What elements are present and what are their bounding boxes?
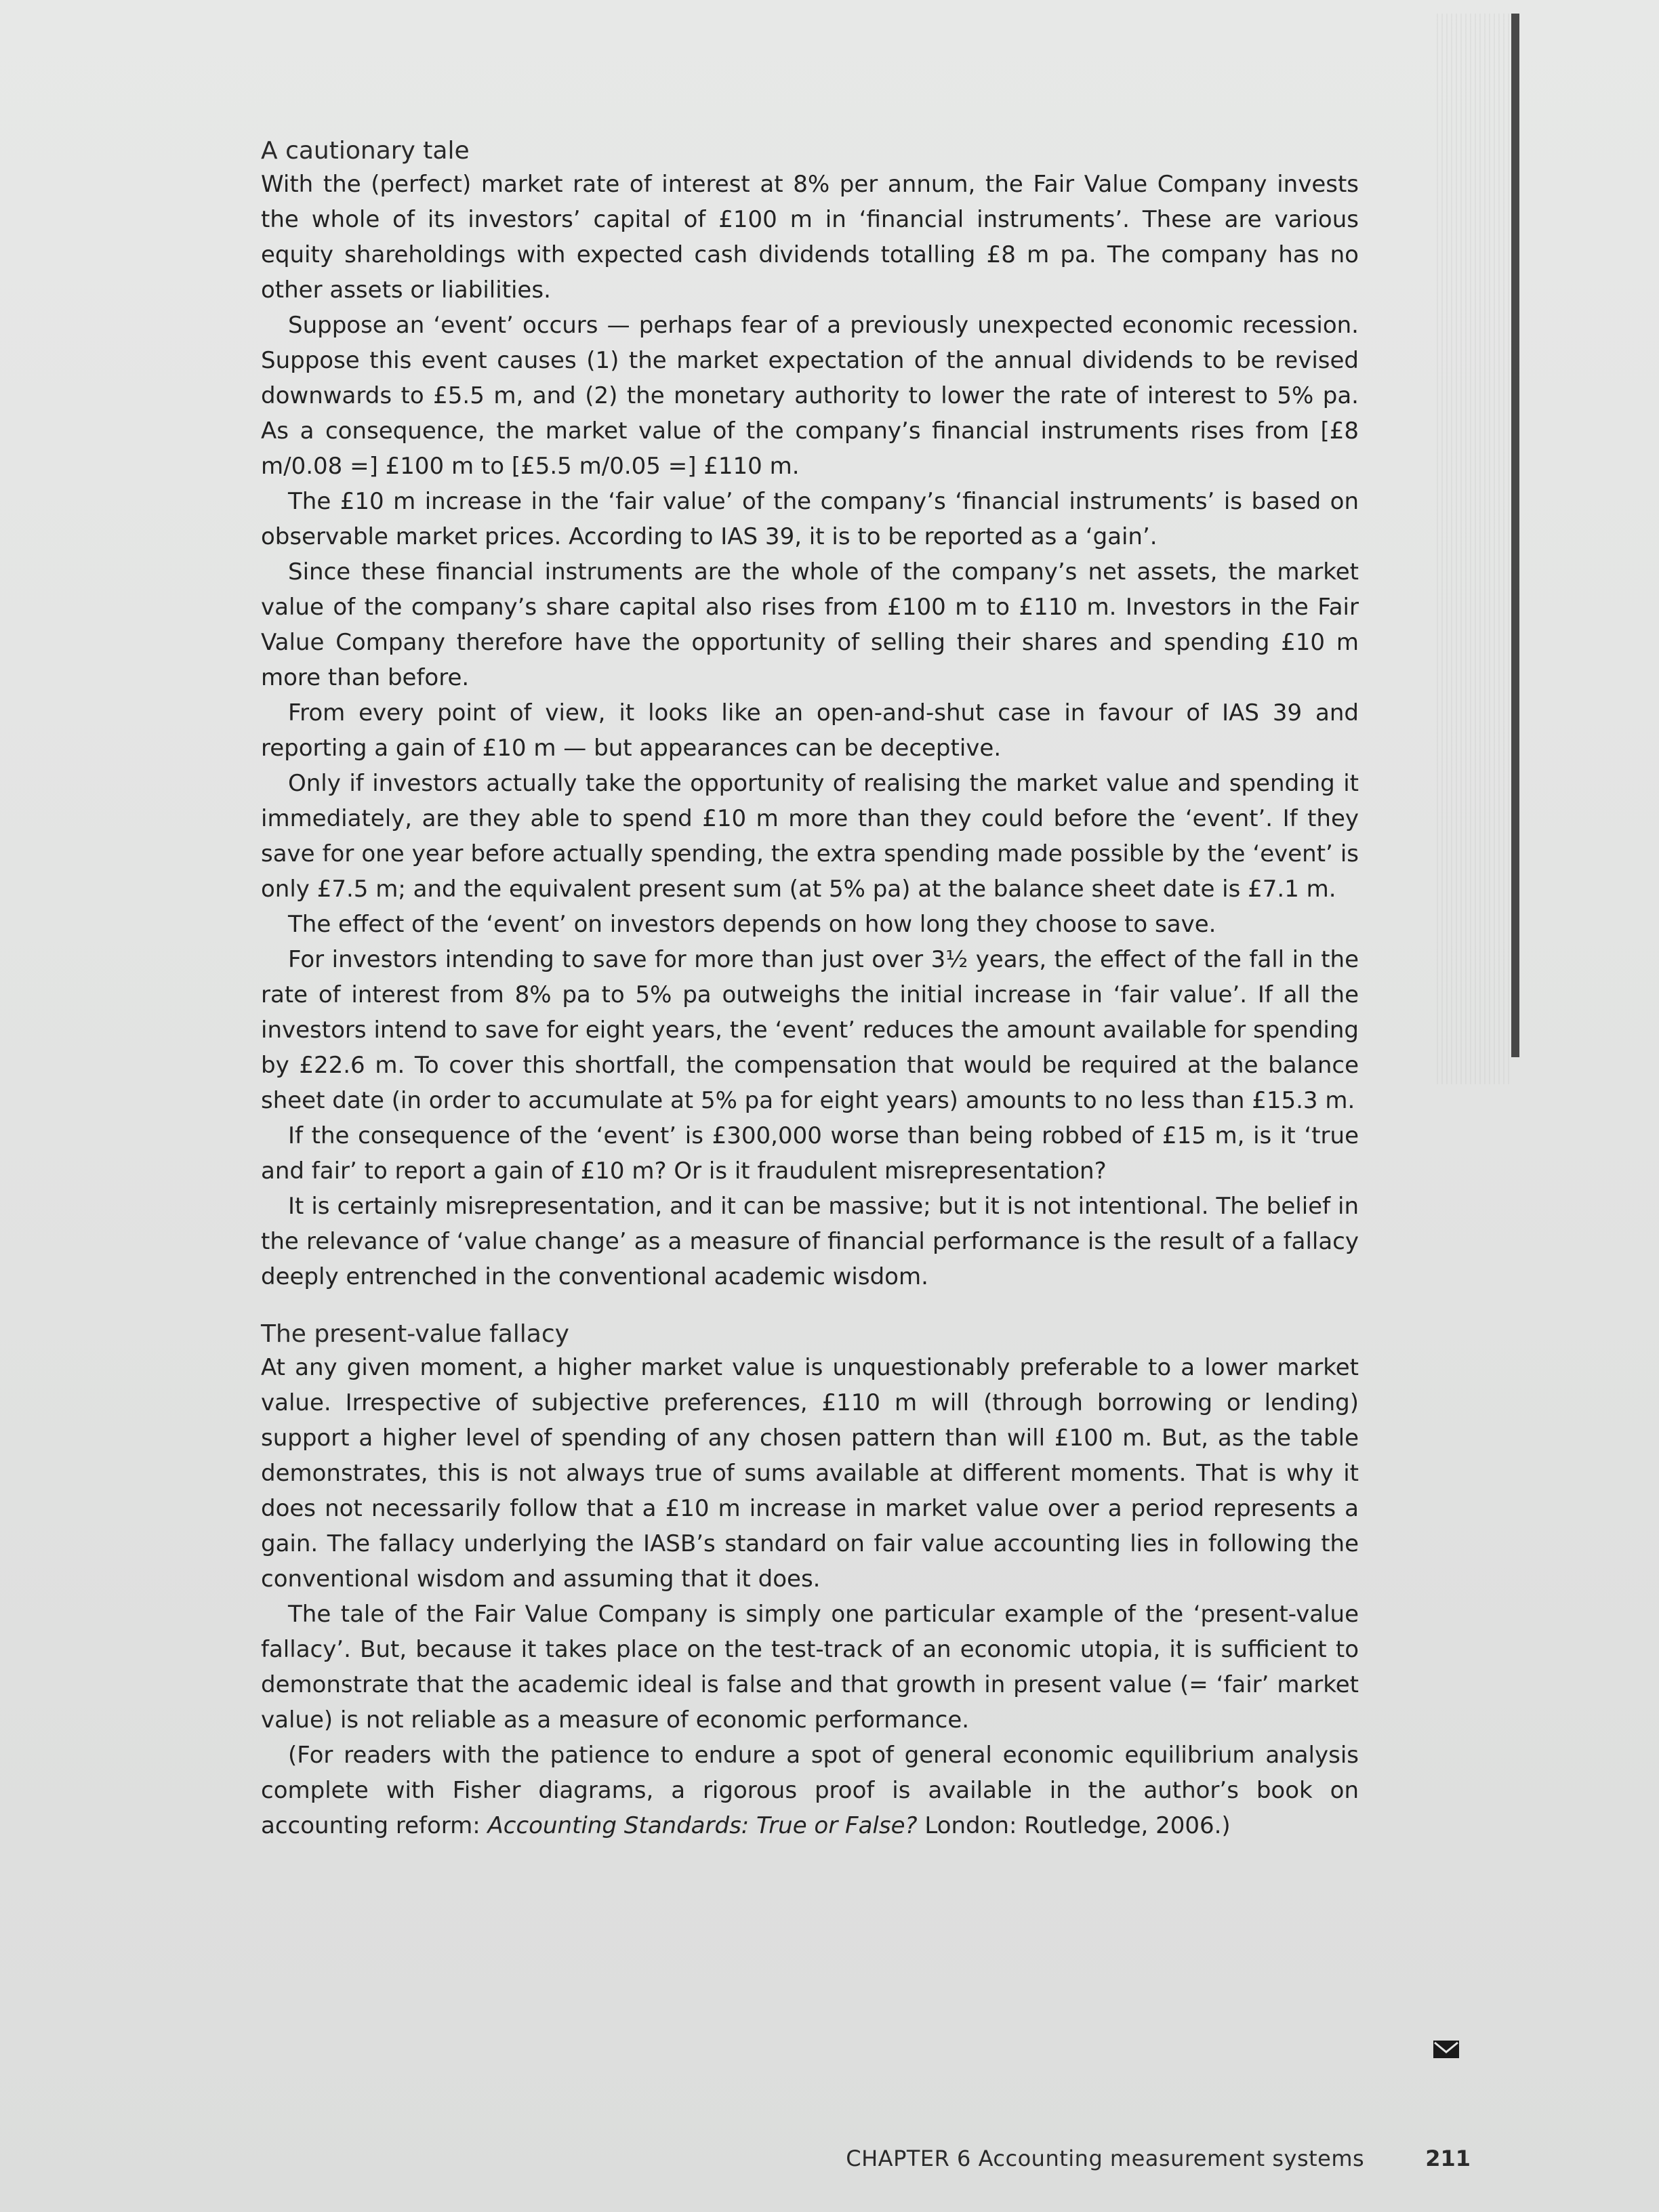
section-present-value-fallacy — [261, 1319, 1359, 1843]
citation-lead-text: (For readers with the patience to endure a spot of general economic equilibrium analysis complete with Fisher diagrams, a rigorous proof is available in the author’s book on accounting reform: — [261, 1742, 1359, 1839]
paragraph: For investors intending to save for more than just over 3½ years, the effect of the fall in the rate of interest from 8% pa to 5% pa outweighs the initial increase in ‘fair value’. If all the investors intend to save for eight years, the ‘event’ reduces the amount available for spending by £22.6 m. To cover this shortfall, the compensation that would be required at the balance sheet date (in order to accumulate at 5% pa for eight years) amounts to no less than £15.3 m. — [261, 946, 1359, 1114]
paragraph: The effect of the ‘event’ on investors depends on how long they choose to save. — [288, 911, 1216, 938]
citation-publisher: London: Routledge, 2006.) — [917, 1812, 1231, 1839]
section-cautionary-tale — [261, 136, 1359, 1294]
paragraph: Suppose an ‘event’ occurs — perhaps fear of a previously unexpected economic recession. Suppose this event causes (1) the market expectation of the annual dividends to be revised downwards to £5.5 m, and (2) the monetary authority to lower the rate of interest to 5% pa. As a consequence, the market value of the company’s financial instruments rises from [£8 m/0.08 =] £100 m to [£5.5 m/0.05 =] £110 m. — [261, 312, 1359, 480]
paragraph: From every point of view, it looks like an open-and-shut case in favour of IAS 39 and reporting a gain of £10 m — but appearances can be deceptive. — [261, 699, 1359, 762]
paragraph: At any given moment, a higher market value is unquestionably preferable to a lower market value. Irrespective of subjective preferences, £110 m will (through borrowing or lending) support a higher level of spending of any chosen pattern than will £100 m. But, as the table demonstrates, this is not always true of sums available at different moments. That is why it does not necessarily follow that a £10 m increase in market value over a period represents a gain. The fallacy underlying the IASB’s standard on fair value accounting lies in following the conventional wisdom and assuming that it does. — [261, 1354, 1359, 1593]
book-title: Accounting Standards: True or False? — [487, 1812, 918, 1839]
binding-edge — [1511, 14, 1519, 1057]
page-content — [261, 136, 1359, 1843]
section-heading: A cautionary tale — [261, 137, 470, 165]
paragraph: Since these financial instruments are the whole of the company’s net assets, the market value of the company’s share capital also rises from £100 m to £110 m. Investors in the Fair Value Company therefore have the opportunity of selling their shares and spending £10 m more than before. — [261, 558, 1359, 691]
paragraph: The tale of the Fair Value Company is simply one particular example of the ‘present-value fallacy’. But, because it takes place on the test-track of an economic utopia, it is sufficient to demonstrate that the academic ideal is false and that growth in present value (= ‘fair’ market value) is not reliable as a measure of economic performance. — [261, 1601, 1359, 1734]
page-number: 211 — [1425, 2146, 1471, 2171]
binding-shadow — [1437, 14, 1511, 1084]
paragraph: The £10 m increase in the ‘fair value’ of the company’s ‘financial instruments’ is based on observable market prices. According to IAS 39, it is to be reported as a ‘gain’. — [261, 488, 1359, 550]
paragraph: It is certainly misrepresentation, and it can be massive; but it is not intentional. The belief in the relevance of ‘value change’ as a measure of financial performance is the result of a fallacy deeply entrenched in the conventional academic wisdom. — [261, 1193, 1359, 1290]
envelope-icon — [1433, 2039, 1460, 2060]
section-heading: The present-value fallacy — [261, 1320, 569, 1348]
paragraph: Only if investors actually take the opportunity of realising the market value and spending it immediately, are they able to spend £10 m more than they could before the ‘event’. If they save for one year before actually spending, the extra spending made possible by the ‘event’ is only £7.5 m; and the equivalent present sum (at 5% pa) at the balance sheet date is £7.1 m. — [261, 770, 1359, 903]
page-footer — [800, 2146, 1471, 2179]
paragraph: If the consequence of the ‘event’ is £300,000 worse than being robbed of £15 m, is it ‘true and fair’ to report a gain of £10 m? Or is it fraudulent misrepresentation? — [261, 1122, 1359, 1185]
running-head: CHAPTER 6 Accounting measurement systems — [846, 2146, 1365, 2171]
paragraph-with-citation — [261, 1738, 1359, 1843]
paragraph: With the (perfect) market rate of interest at 8% per annum, the Fair Value Company invests the whole of its investors’ capital of £100 m in ‘financial instruments’. These are various equity shareholdings with expected cash dividends totalling £8 m pa. The company has no other assets or liabilities. — [261, 171, 1359, 304]
section-spacer — [261, 1294, 1359, 1319]
